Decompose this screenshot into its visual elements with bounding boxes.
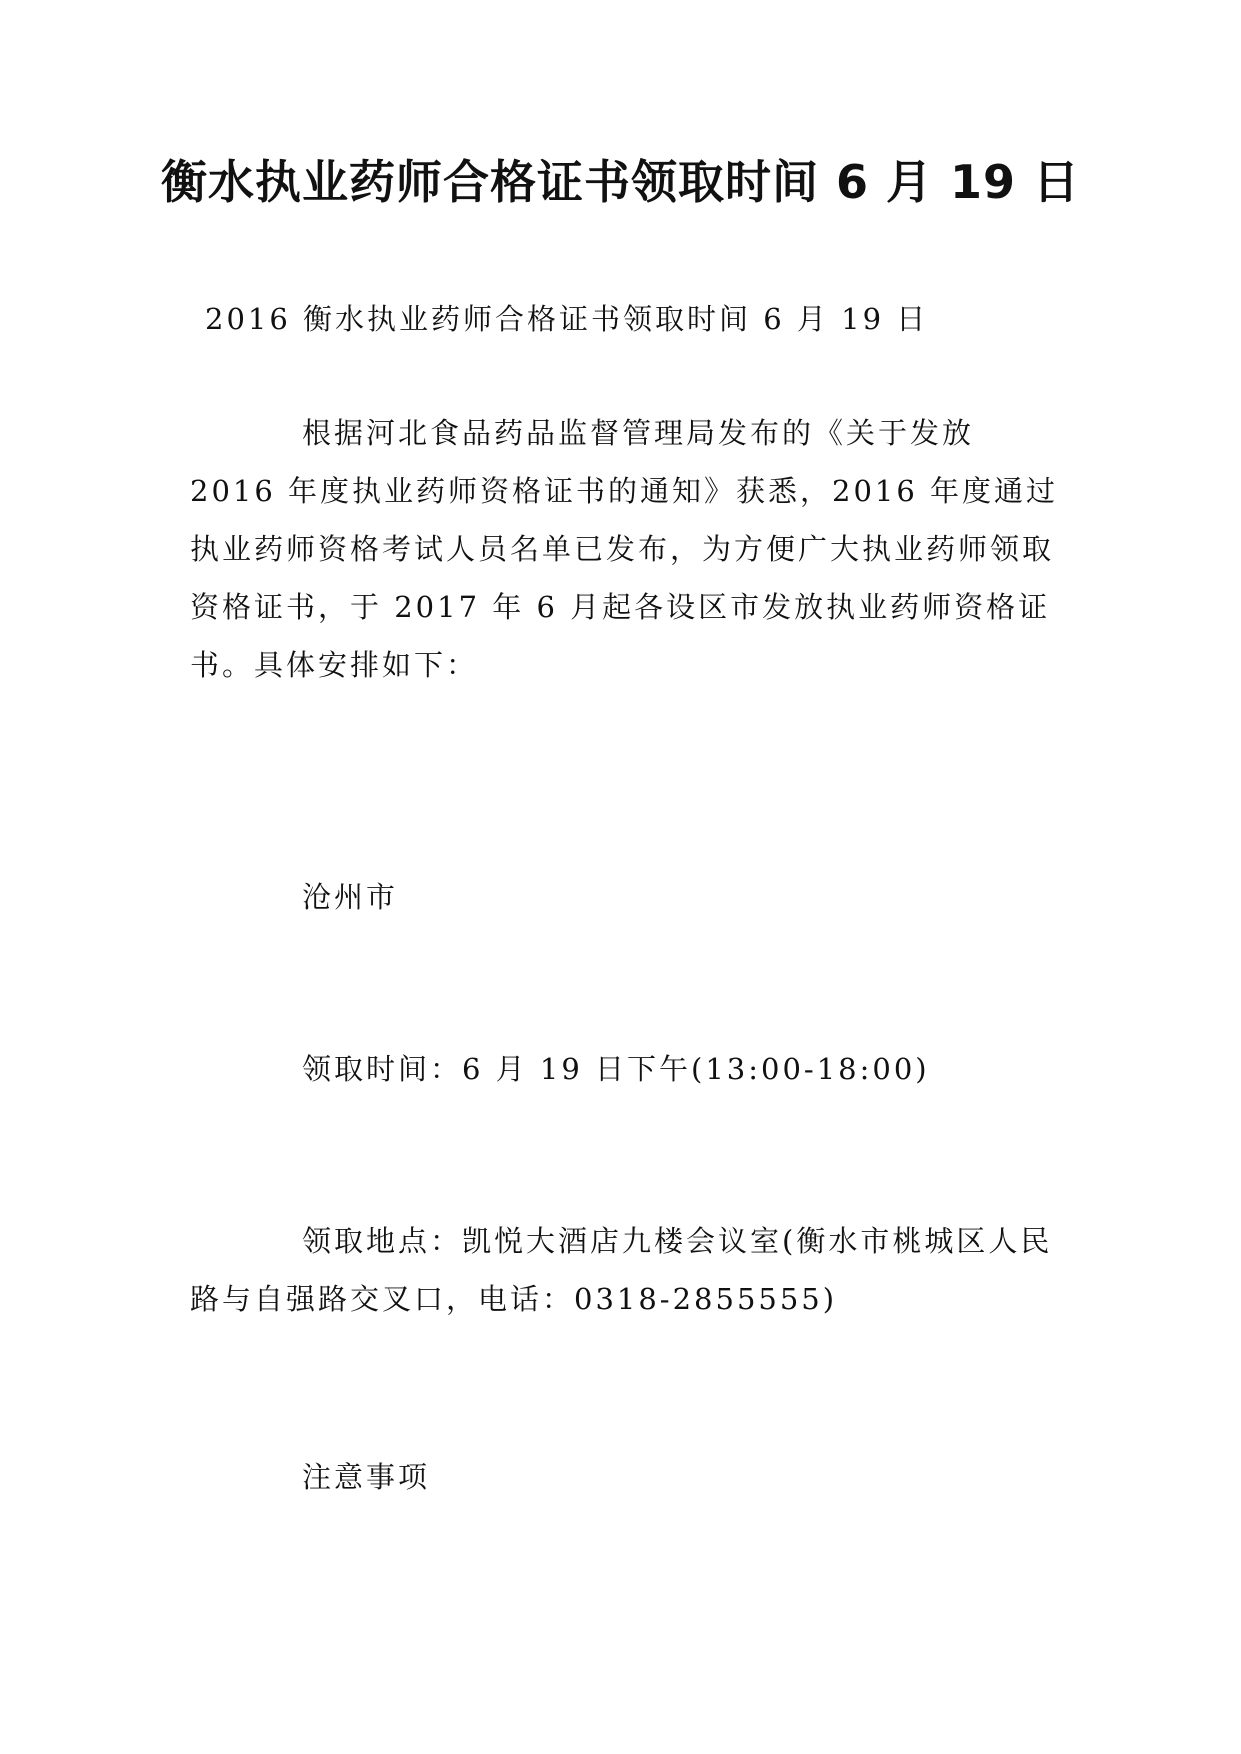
document-title: 衡水执业药师合格证书领取时间 6 月 19 日 bbox=[160, 155, 1081, 209]
notes-heading: 注意事项 bbox=[302, 1460, 431, 1494]
pickup-time-paragraph: 领取时间：6 月 19 日下午(13:00-18:00) bbox=[302, 1052, 930, 1086]
document-subtitle: 2016 衡水执业药师合格证书领取时间 6 月 19 日 bbox=[205, 302, 929, 336]
intro-paragraph: 根据河北食品药品监督管理局发布的《关于发放 2016 年度执业药师资格证书的通知》获悉，2016 年度通过执业药师资格考试人员名单已发布，为方便广大执业药师领取资格证书，于 2017 年 6 月起各设区市发放执业药师资格证书。具体安排如下： bbox=[190, 416, 1059, 682]
city-heading: 沧州市 bbox=[302, 880, 399, 914]
pickup-place-paragraph: 领取地点：凯悦大酒店九楼会议室(衡水市桃城区人民路与自强路交叉口，电话：0318-2855555) bbox=[190, 1224, 1053, 1316]
